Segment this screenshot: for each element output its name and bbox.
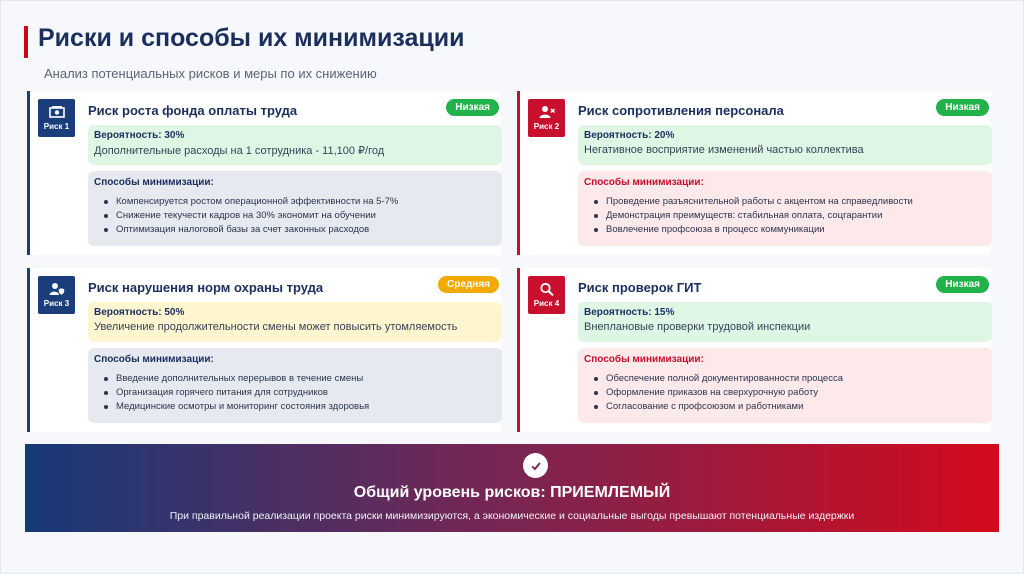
probability-box <box>88 125 502 165</box>
list-item: Снижение текучести кадров на 30% экономит на обучении <box>94 209 496 223</box>
list-item: Введение дополнительных перерывов в течение смены <box>94 372 496 386</box>
list-item: Демонстрация преимуществ: стабильная оплата, соцгарантии <box>584 209 986 223</box>
page-subtitle: Анализ потенциальных рисков и меры по их снижению <box>44 66 377 81</box>
risk-badge <box>528 276 565 314</box>
probability-level-badge: Низкая <box>446 99 499 116</box>
summary-title: Общий уровень рисков: ПРИЕМЛЕМЫЙ <box>353 484 671 501</box>
risk-badge <box>528 99 565 137</box>
risk-title: Риск нарушения норм охраны труда <box>88 280 324 295</box>
risk-label: Риск 4 <box>533 299 560 308</box>
summary-banner <box>25 444 999 532</box>
list-item: Вовлечение профсоюза в процесс коммуникации <box>584 223 986 237</box>
mitigation-heading: Способы минимизации: <box>584 354 704 365</box>
probability-value: Вероятность: 50% <box>94 307 185 318</box>
list-item: Медицинские осмотры и мониторинг состояния здоровья <box>94 400 496 414</box>
page-title: Риски и способы их минимизации <box>38 24 465 52</box>
risk-badge <box>38 276 75 314</box>
risk-badge <box>38 99 75 137</box>
risk-description: Негативное восприятие изменений частью коллектива <box>584 144 864 156</box>
probability-level-badge: Средняя <box>438 276 499 293</box>
probability-value: Вероятность: 15% <box>584 307 675 318</box>
list-item: Обеспечение полной документированности процесса <box>584 372 986 386</box>
risk-card-4 <box>517 268 991 432</box>
probability-box <box>88 302 502 342</box>
list-item: Оптимизация налоговой базы за счет законных расходов <box>94 223 496 237</box>
mitigation-heading: Способы минимизации: <box>94 177 214 188</box>
mitigation-list <box>94 195 496 237</box>
user-shield-icon <box>49 282 65 296</box>
risk-label: Риск 1 <box>43 122 70 131</box>
list-item: Организация горячего питания для сотрудников <box>94 386 496 400</box>
risk-description: Дополнительные расходы на 1 сотрудника - 11,100 ₽/год <box>94 145 385 157</box>
mitigation-list <box>584 372 986 414</box>
title-accent-bar <box>24 26 28 58</box>
mitigation-heading: Способы минимизации: <box>584 177 704 188</box>
list-item: Согласование с профсоюзом и работниками <box>584 400 986 414</box>
risk-card-3 <box>27 268 501 432</box>
mitigation-box <box>578 348 992 423</box>
probability-level-badge: Низкая <box>936 276 989 293</box>
mitigation-box <box>578 171 992 246</box>
probability-box <box>578 302 992 342</box>
list-item: Оформление приказов на сверхурочную работу <box>584 386 986 400</box>
risk-title: Риск роста фонда оплаты труда <box>88 103 298 118</box>
probability-box <box>578 125 992 165</box>
money-icon <box>49 105 65 119</box>
probability-value: Вероятность: 30% <box>94 130 185 141</box>
mitigation-list <box>94 372 496 414</box>
probability-value: Вероятность: 20% <box>584 130 675 141</box>
risk-card-1 <box>27 91 501 255</box>
probability-level-badge: Низкая <box>936 99 989 116</box>
list-item: Компенсируется ростом операционной эффективности на 5-7% <box>94 195 496 209</box>
check-icon <box>523 453 548 478</box>
search-icon <box>539 282 555 296</box>
risk-card-2 <box>517 91 991 255</box>
mitigation-box <box>88 171 502 246</box>
mitigation-box <box>88 348 502 423</box>
risk-title: Риск проверок ГИТ <box>578 280 702 295</box>
risk-description: Увеличение продолжительности смены может повысить утомляемость <box>94 321 458 333</box>
list-item: Проведение разъяснительной работы с акцентом на справедливости <box>584 195 986 209</box>
mitigation-list <box>584 195 986 237</box>
summary-text: При правильной реализации проекта риски минимизируются, а экономические и социальные выгоды превышают потенциальные издержки <box>169 510 855 522</box>
risk-label: Риск 2 <box>533 122 560 131</box>
mitigation-heading: Способы минимизации: <box>94 354 214 365</box>
risk-title: Риск сопротивления персонала <box>578 103 784 118</box>
risk-description: Внеплановые проверки трудовой инспекции <box>584 321 811 333</box>
risk-label: Риск 3 <box>43 299 70 308</box>
user-remove-icon <box>539 105 555 119</box>
